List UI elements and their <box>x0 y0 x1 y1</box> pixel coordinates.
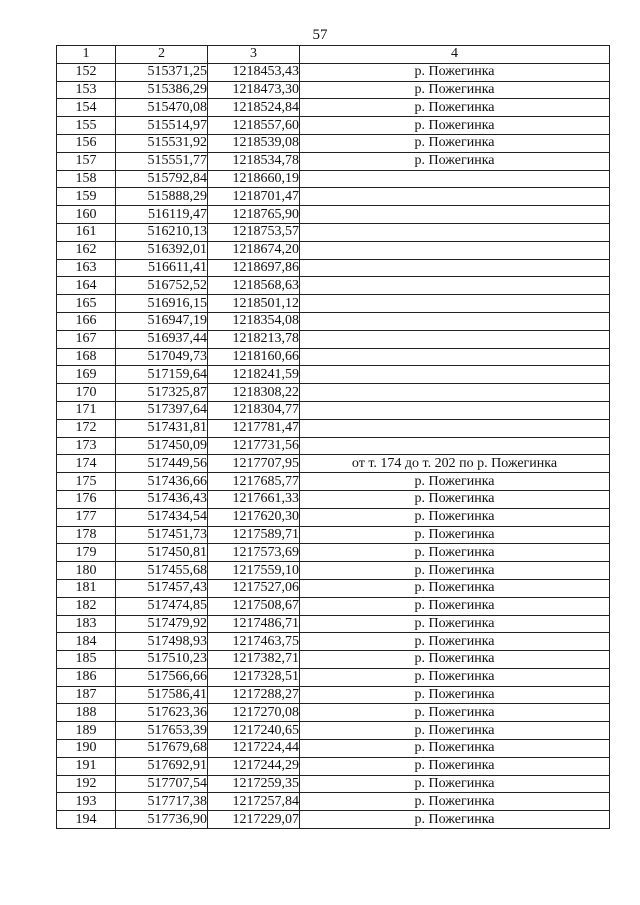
point-number-cell: 192 <box>57 775 116 793</box>
table-row <box>57 651 610 669</box>
coord-y-cell: 1217244,29 <box>208 757 300 775</box>
coord-x-cell: 516119,47 <box>116 206 208 224</box>
description-cell: р. Пожегинка <box>300 651 610 669</box>
table-row <box>57 223 610 241</box>
coord-y-cell: 1218473,30 <box>208 81 300 99</box>
page-number: 57 <box>312 27 328 43</box>
coord-y-cell: 1217508,67 <box>208 597 300 615</box>
table-row <box>57 508 610 526</box>
coord-y-cell: 1218213,78 <box>208 330 300 348</box>
table-row <box>57 775 610 793</box>
coord-x-cell: 517449,56 <box>116 455 208 473</box>
point-number-cell: 171 <box>57 401 116 419</box>
table-row <box>57 633 610 651</box>
point-number-cell: 182 <box>57 597 116 615</box>
coord-x-cell: 516752,52 <box>116 277 208 295</box>
coord-y-cell: 1218524,84 <box>208 99 300 117</box>
point-number-cell: 165 <box>57 295 116 313</box>
coord-x-cell: 516210,13 <box>116 223 208 241</box>
coord-y-cell: 1218660,19 <box>208 170 300 188</box>
coord-y-cell: 1217328,51 <box>208 668 300 686</box>
description-cell: р. Пожегинка <box>300 633 610 651</box>
table-row <box>57 401 610 419</box>
point-number-cell: 154 <box>57 99 116 117</box>
coord-x-cell: 515551,77 <box>116 152 208 170</box>
table-row <box>57 597 610 615</box>
point-number-cell: 183 <box>57 615 116 633</box>
point-number-cell: 175 <box>57 473 116 491</box>
description-cell: р. Пожегинка <box>300 473 610 491</box>
coord-x-cell: 517692,91 <box>116 757 208 775</box>
coord-x-cell: 517457,43 <box>116 579 208 597</box>
coord-y-cell: 1217229,07 <box>208 811 300 829</box>
description-cell: р. Пожегинка <box>300 152 610 170</box>
coord-y-cell: 1217781,47 <box>208 419 300 437</box>
description-cell <box>300 295 610 313</box>
description-cell: р. Пожегинка <box>300 117 610 135</box>
coord-y-cell: 1218308,22 <box>208 384 300 402</box>
coord-x-cell: 516392,01 <box>116 241 208 259</box>
coord-y-cell: 1217559,10 <box>208 562 300 580</box>
coord-y-cell: 1218501,12 <box>208 295 300 313</box>
table-row <box>57 722 610 740</box>
coord-y-cell: 1217731,56 <box>208 437 300 455</box>
coord-y-cell: 1217589,71 <box>208 526 300 544</box>
description-cell <box>300 170 610 188</box>
description-cell: р. Пожегинка <box>300 704 610 722</box>
coord-x-cell: 517434,54 <box>116 508 208 526</box>
table-row <box>57 544 610 562</box>
point-number-cell: 173 <box>57 437 116 455</box>
header-row <box>57 46 610 64</box>
table-row <box>57 811 610 829</box>
point-number-cell: 178 <box>57 526 116 544</box>
coord-y-cell: 1218354,08 <box>208 312 300 330</box>
description-cell: от т. 174 до т. 202 по р. Пожегинка <box>300 455 610 473</box>
coord-y-cell: 1217463,75 <box>208 633 300 651</box>
point-number-cell: 174 <box>57 455 116 473</box>
table-row <box>57 134 610 152</box>
table-row <box>57 170 610 188</box>
table-row <box>57 81 610 99</box>
point-number-cell: 189 <box>57 722 116 740</box>
point-number-cell: 194 <box>57 811 116 829</box>
point-number-cell: 164 <box>57 277 116 295</box>
coord-x-cell: 517586,41 <box>116 686 208 704</box>
point-number-cell: 160 <box>57 206 116 224</box>
point-number-cell: 163 <box>57 259 116 277</box>
coord-y-cell: 1218241,59 <box>208 366 300 384</box>
coord-x-cell: 517325,87 <box>116 384 208 402</box>
description-cell: р. Пожегинка <box>300 526 610 544</box>
point-number-cell: 181 <box>57 579 116 597</box>
description-cell: р. Пожегинка <box>300 508 610 526</box>
coord-y-cell: 1217620,30 <box>208 508 300 526</box>
table-row <box>57 117 610 135</box>
coord-x-cell: 515514,97 <box>116 117 208 135</box>
point-number-cell: 155 <box>57 117 116 135</box>
point-number-cell: 169 <box>57 366 116 384</box>
coord-x-cell: 517498,93 <box>116 633 208 651</box>
coord-x-cell: 517736,90 <box>116 811 208 829</box>
coord-x-cell: 516937,44 <box>116 330 208 348</box>
table-row <box>57 295 610 313</box>
description-cell: р. Пожегинка <box>300 134 610 152</box>
header-col-1: 1 <box>57 46 116 64</box>
coord-x-cell: 516611,41 <box>116 259 208 277</box>
description-cell: р. Пожегинка <box>300 722 610 740</box>
description-cell <box>300 348 610 366</box>
point-number-cell: 193 <box>57 793 116 811</box>
coord-x-cell: 517474,85 <box>116 597 208 615</box>
table-row <box>57 259 610 277</box>
table-row <box>57 740 610 758</box>
description-cell: р. Пожегинка <box>300 490 610 508</box>
point-number-cell: 158 <box>57 170 116 188</box>
description-cell <box>300 259 610 277</box>
point-number-cell: 187 <box>57 686 116 704</box>
table-row <box>57 330 610 348</box>
table-row <box>57 63 610 81</box>
description-cell: р. Пожегинка <box>300 668 610 686</box>
table-row <box>57 526 610 544</box>
table-row <box>57 419 610 437</box>
description-cell <box>300 384 610 402</box>
coord-x-cell: 517436,43 <box>116 490 208 508</box>
coord-x-cell: 517623,36 <box>116 704 208 722</box>
coord-y-cell: 1217288,27 <box>208 686 300 704</box>
description-cell <box>300 206 610 224</box>
description-cell <box>300 366 610 384</box>
coord-x-cell: 517653,39 <box>116 722 208 740</box>
point-number-cell: 161 <box>57 223 116 241</box>
coord-y-cell: 1218674,20 <box>208 241 300 259</box>
coord-x-cell: 517431,81 <box>116 419 208 437</box>
coord-x-cell: 517450,09 <box>116 437 208 455</box>
coord-x-cell: 517451,73 <box>116 526 208 544</box>
table-row <box>57 188 610 206</box>
coord-y-cell: 1218568,63 <box>208 277 300 295</box>
coord-y-cell: 1218453,43 <box>208 63 300 81</box>
table-row <box>57 437 610 455</box>
coord-x-cell: 515531,92 <box>116 134 208 152</box>
table-row <box>57 793 610 811</box>
point-number-cell: 156 <box>57 134 116 152</box>
coord-x-cell: 515888,29 <box>116 188 208 206</box>
description-cell <box>300 241 610 259</box>
point-number-cell: 157 <box>57 152 116 170</box>
description-cell: р. Пожегинка <box>300 686 610 704</box>
description-cell <box>300 312 610 330</box>
table-row <box>57 455 610 473</box>
description-cell: р. Пожегинка <box>300 615 610 633</box>
coord-x-cell: 517707,54 <box>116 775 208 793</box>
table-row <box>57 99 610 117</box>
coord-x-cell: 515792,84 <box>116 170 208 188</box>
coord-y-cell: 1217573,69 <box>208 544 300 562</box>
coord-x-cell: 515371,25 <box>116 63 208 81</box>
coord-x-cell: 517049,73 <box>116 348 208 366</box>
table-row <box>57 312 610 330</box>
description-cell <box>300 223 610 241</box>
coord-y-cell: 1218304,77 <box>208 401 300 419</box>
coord-x-cell: 517455,68 <box>116 562 208 580</box>
table-row <box>57 615 610 633</box>
description-cell: р. Пожегинка <box>300 740 610 758</box>
coord-x-cell: 516916,15 <box>116 295 208 313</box>
coord-y-cell: 1218753,57 <box>208 223 300 241</box>
table-row <box>57 562 610 580</box>
coord-x-cell: 517566,66 <box>116 668 208 686</box>
point-number-cell: 184 <box>57 633 116 651</box>
table-row <box>57 366 610 384</box>
table-row <box>57 686 610 704</box>
point-number-cell: 176 <box>57 490 116 508</box>
table-row <box>57 473 610 491</box>
table-row <box>57 348 610 366</box>
coord-x-cell: 517450,81 <box>116 544 208 562</box>
coord-x-cell: 517397,64 <box>116 401 208 419</box>
coord-x-cell: 516947,19 <box>116 312 208 330</box>
point-number-cell: 152 <box>57 63 116 81</box>
table-row <box>57 206 610 224</box>
description-cell <box>300 437 610 455</box>
point-number-cell: 186 <box>57 668 116 686</box>
table-row <box>57 277 610 295</box>
point-number-cell: 168 <box>57 348 116 366</box>
coord-y-cell: 1218539,08 <box>208 134 300 152</box>
coord-x-cell: 517717,38 <box>116 793 208 811</box>
coord-y-cell: 1218697,86 <box>208 259 300 277</box>
coordinates-table <box>56 45 610 829</box>
table-row <box>57 579 610 597</box>
description-cell <box>300 330 610 348</box>
description-cell: р. Пожегинка <box>300 811 610 829</box>
description-cell: р. Пожегинка <box>300 544 610 562</box>
description-cell: р. Пожегинка <box>300 579 610 597</box>
coord-y-cell: 1218557,60 <box>208 117 300 135</box>
coord-y-cell: 1217382,71 <box>208 651 300 669</box>
coord-y-cell: 1218160,66 <box>208 348 300 366</box>
coord-y-cell: 1217257,84 <box>208 793 300 811</box>
table-row <box>57 384 610 402</box>
coord-x-cell: 517159,64 <box>116 366 208 384</box>
point-number-cell: 185 <box>57 651 116 669</box>
point-number-cell: 179 <box>57 544 116 562</box>
header-col-4: 4 <box>300 46 610 64</box>
description-cell: р. Пожегинка <box>300 597 610 615</box>
coord-y-cell: 1217270,08 <box>208 704 300 722</box>
point-number-cell: 188 <box>57 704 116 722</box>
coord-y-cell: 1217224,44 <box>208 740 300 758</box>
coord-y-cell: 1217486,71 <box>208 615 300 633</box>
coord-y-cell: 1217240,65 <box>208 722 300 740</box>
coord-y-cell: 1218534,78 <box>208 152 300 170</box>
table-row <box>57 757 610 775</box>
coord-y-cell: 1218765,90 <box>208 206 300 224</box>
description-cell: р. Пожегинка <box>300 793 610 811</box>
description-cell <box>300 188 610 206</box>
description-cell: р. Пожегинка <box>300 757 610 775</box>
table-row <box>57 704 610 722</box>
point-number-cell: 170 <box>57 384 116 402</box>
table-row <box>57 668 610 686</box>
point-number-cell: 167 <box>57 330 116 348</box>
description-cell: р. Пожегинка <box>300 81 610 99</box>
coord-x-cell: 517510,23 <box>116 651 208 669</box>
coord-x-cell: 517436,66 <box>116 473 208 491</box>
header-col-2: 2 <box>116 46 208 64</box>
table-body <box>57 63 610 828</box>
point-number-cell: 166 <box>57 312 116 330</box>
coord-y-cell: 1217527,06 <box>208 579 300 597</box>
point-number-cell: 190 <box>57 740 116 758</box>
description-cell: р. Пожегинка <box>300 562 610 580</box>
table-header <box>57 46 610 64</box>
point-number-cell: 172 <box>57 419 116 437</box>
coord-y-cell: 1218701,47 <box>208 188 300 206</box>
coord-x-cell: 515470,08 <box>116 99 208 117</box>
description-cell: р. Пожегинка <box>300 63 610 81</box>
point-number-cell: 159 <box>57 188 116 206</box>
coord-y-cell: 1217707,95 <box>208 455 300 473</box>
table-row <box>57 241 610 259</box>
point-number-cell: 153 <box>57 81 116 99</box>
coord-x-cell: 517679,68 <box>116 740 208 758</box>
description-cell <box>300 419 610 437</box>
coord-x-cell: 517479,92 <box>116 615 208 633</box>
description-cell <box>300 277 610 295</box>
description-cell <box>300 401 610 419</box>
point-number-cell: 162 <box>57 241 116 259</box>
description-cell: р. Пожегинка <box>300 99 610 117</box>
coord-y-cell: 1217661,33 <box>208 490 300 508</box>
header-col-3: 3 <box>208 46 300 64</box>
table-row <box>57 490 610 508</box>
point-number-cell: 191 <box>57 757 116 775</box>
point-number-cell: 177 <box>57 508 116 526</box>
coord-x-cell: 515386,29 <box>116 81 208 99</box>
coord-y-cell: 1217259,35 <box>208 775 300 793</box>
table-row <box>57 152 610 170</box>
coord-y-cell: 1217685,77 <box>208 473 300 491</box>
point-number-cell: 180 <box>57 562 116 580</box>
description-cell: р. Пожегинка <box>300 775 610 793</box>
